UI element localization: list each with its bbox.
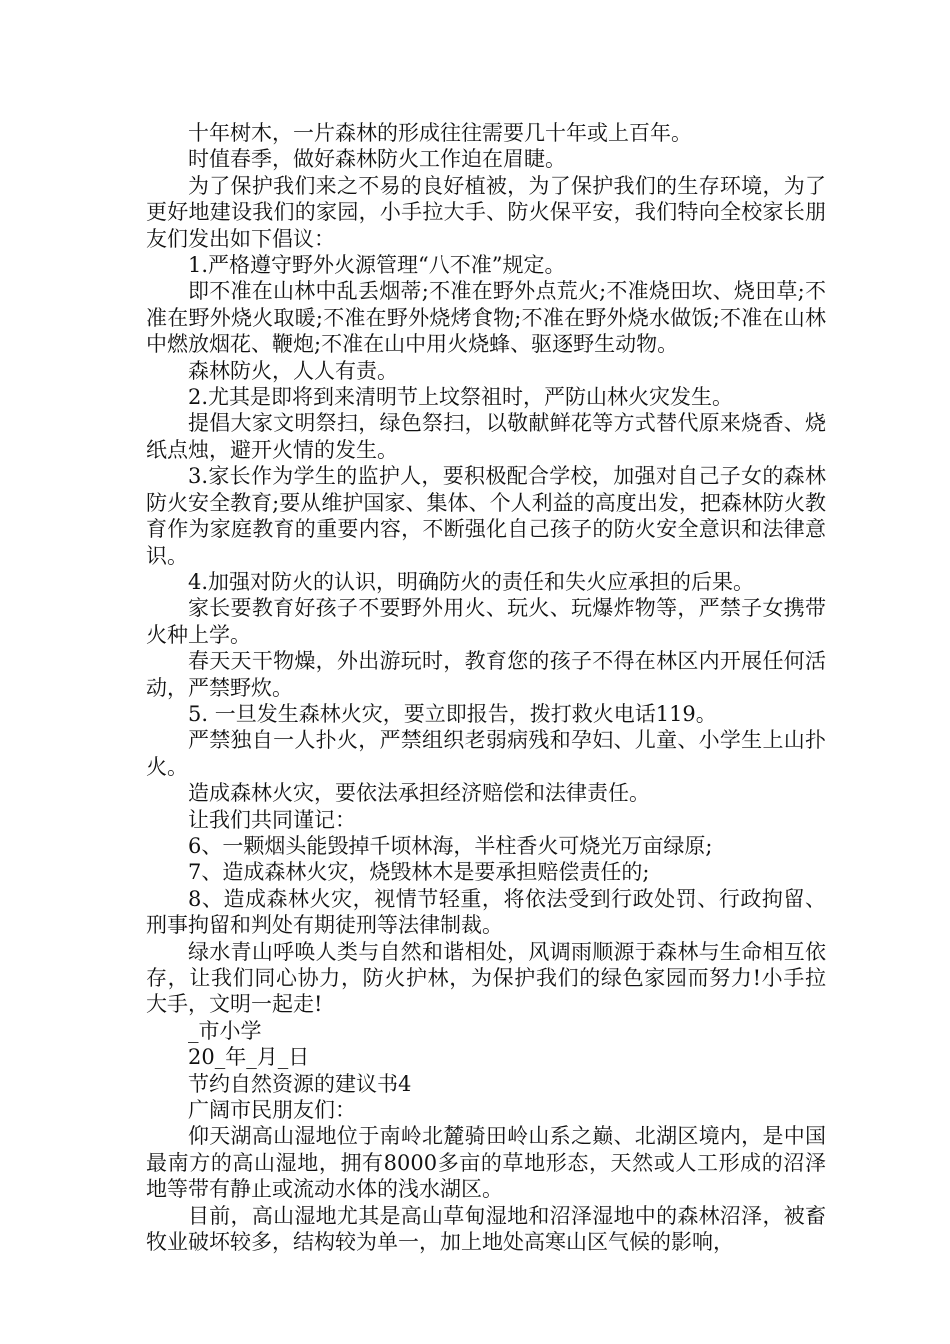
paragraph: 为了保护我们来之不易的良好植被，为了保护我们的生存环境，为了更好地建设我们的家园，小手拉大手、防火保平安，我们特向全校家长朋友们发出如下倡议： [146,173,826,251]
paragraph: 6、一颗烟头能毁掉千顷林海，半柱香火可烧光万亩绿原; [188,833,713,858]
paragraph: 即不准在山林中乱丢烟蒂;不准在野外点荒火;不准烧田坎、烧田草;不准在野外烧火取暖;不准在野外烧烤食物;不准在野外烧水做饭;不准在山林中燃放烟花、鞭炮;不准在山中用火烧蜂、驱逐野生动物。 [146,279,826,357]
paragraph: 7、造成森林火灾，烧毁林木是要承担赔偿责任的; [188,860,650,885]
paragraph: 仰天湖高山湿地位于南岭北麓骑田岭山系之巅、北湖区境内，是中国最南方的高山湿地，拥有8000多亩的草地形态，天然或人工形成的沼泽地等带有静止或流动水体的浅水湖区。 [146,1124,826,1202]
section-title: 节约自然资源的建议书4 [188,1071,412,1096]
paragraph: 让我们共同谨记： [188,807,356,832]
paragraph: 5. 一旦发生森林火灾，要立即报告，拨打救火电话119。 [188,701,717,726]
paragraph: 时值春季，做好森林防火工作迫在眉睫。 [188,147,566,172]
signature-school: _市小学 [188,1018,262,1043]
paragraph: 森林防火，人人有责。 [188,358,398,383]
paragraph: 1.严格遵守野外火源管理“八不准”规定。 [188,253,566,278]
paragraph: 春天天干物燥，外出游玩时，教育您的孩子不得在林区内开展任何活动，严禁野炊。 [146,649,826,700]
paragraph: 4.加强对防火的认识，明确防火的责任和失火应承担的后果。 [188,569,755,594]
paragraph: 8、造成森林火灾，视情节轻重，将依法受到行政处罚、行政拘留、刑事拘留和判处有期徒刑等法律制裁。 [146,886,826,938]
document-body [146,120,826,1255]
paragraph: 3.家长作为学生的监护人，要积极配合学校，加强对自己子女的森林防火安全教育;要从维护国家、集体、个人利益的高度出发，把森林防火教育作为家庭教育的重要内容，不断强化自己孩子的防火安全意识和法律意识。 [146,464,826,568]
paragraph: 提倡大家文明祭扫，绿色祭扫，以敬献鲜花等方式替代原来烧香、烧纸点烛，避开火情的发生。 [146,411,826,462]
paragraph: 绿水青山呼唤人类与自然和谐相处，风调雨顺源于森林与生命相互依存，让我们同心协力，防火护林，为保护我们的绿色家园而努力!小手拉大手，文明一起走! [146,939,826,1017]
paragraph: 家长要教育好孩子不要野外用火、玩火、玩爆炸物等，严禁子女携带火种上学。 [146,596,826,647]
paragraph: 十年树木，一片森林的形成往往需要几十年或上百年。 [188,121,692,145]
paragraph: 2.尤其是即将到来清明节上坟祭祖时，严防山林火灾发生。 [188,385,734,410]
signature-date: 20_年_月_日 [188,1045,310,1070]
paragraph: 目前，高山湿地尤其是高山草甸湿地和沼泽湿地中的森林沼泽，被畜牧业破坏较多，结构较为单一，加上地处高寒山区气候的影响， [146,1203,826,1255]
paragraph: 造成森林火灾，要依法承担经济赔偿和法律责任。 [188,781,650,806]
salutation: 广阔市民朋友们： [188,1098,356,1123]
paragraph: 严禁独自一人扑火，严禁组织老弱病残和孕妇、儿童、小学生上山扑火。 [146,728,826,779]
